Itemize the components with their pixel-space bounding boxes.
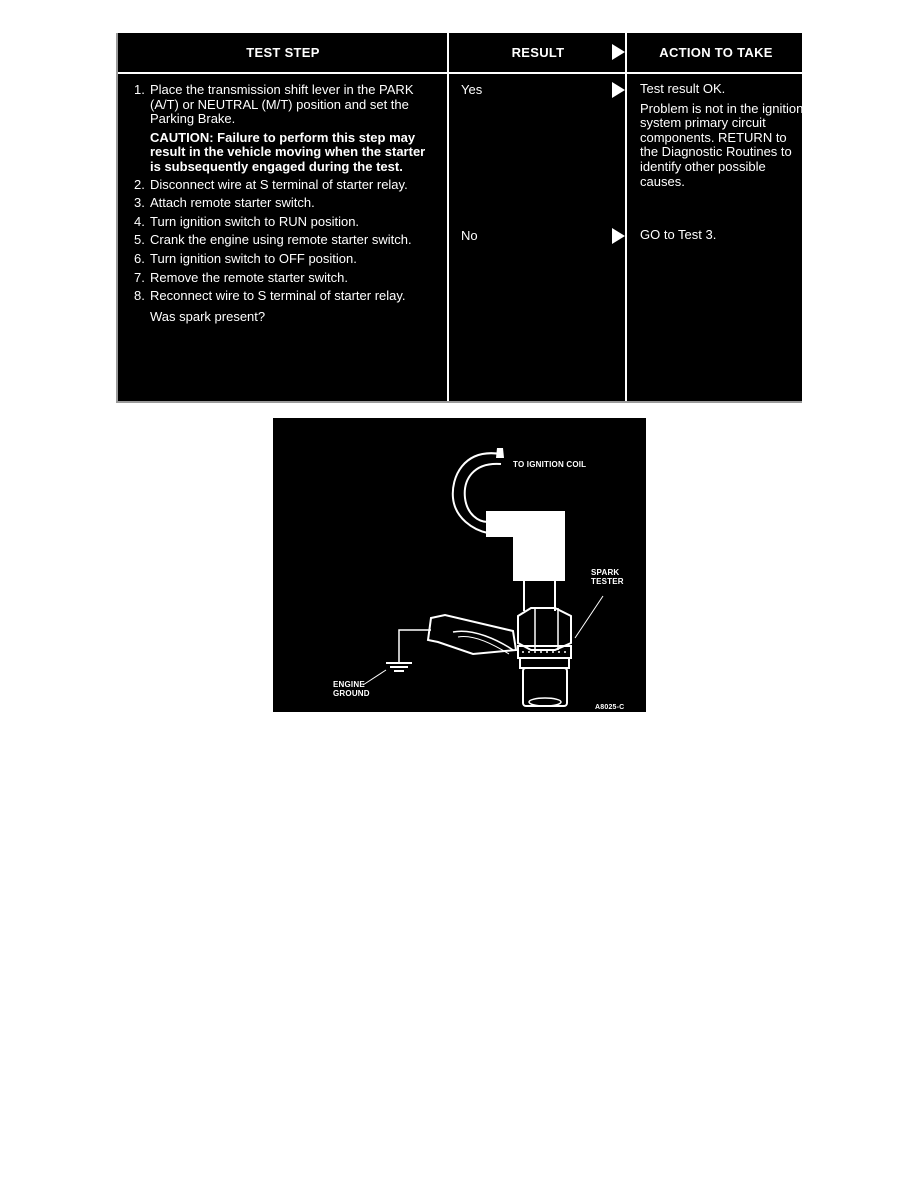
diagnostic-test-table [116,33,802,403]
result-arrow-icon [612,82,625,98]
header-action: ACTION TO TAKE [659,45,773,60]
step-item: 8. Reconnect wire to S terminal of starter relay. [134,288,406,304]
action-no: GO to Test 3. [640,227,717,242]
column-divider [625,33,627,401]
column-divider [447,33,449,401]
result-yes: Yes [461,82,483,97]
label-spark-tester: SPARK TESTER [591,568,624,586]
step-item: 2. Disconnect wire at S terminal of starter relay. [134,176,408,192]
spark-tester-illustration [273,418,646,712]
step-item: 7. Remove the remote starter switch. [134,269,348,285]
spark-tester-diagram [273,418,646,712]
header-result: RESULT [511,45,565,60]
header-arrow-icon [612,44,625,60]
test-question: Was spark present? [150,308,266,324]
step-item: 4. Turn ignition switch to RUN position. [134,213,360,229]
step-item: 1. Place the transmission shift lever in the PARK (A/T) or NEUTRAL (M/T) position and set the Parking Brake. [134,82,414,127]
result-arrow-icon [612,228,625,244]
label-engine-ground: ENGINE GROUND [333,680,370,698]
figure-code: A8025-C [595,704,625,711]
caution-note: CAUTION: Failure to perform this step may result in the vehicle moving when the starter is subsequently engaged during the test. [150,129,426,174]
test-steps-list [134,83,434,324]
action-yes: Test result OK. Problem is not in the ignition system primary circuit components. RETURN to the Diagnostic Routines to identify other possible causes. [640,81,804,189]
table-header [118,33,802,74]
header-test-step: TEST STEP [246,45,320,60]
result-no: No [461,228,478,243]
step-item: 6. Turn ignition switch to OFF position. [134,250,357,266]
step-item: 5. Crank the engine using remote starter switch. [134,232,412,248]
label-to-ignition-coil: TO IGNITION COIL [513,460,587,469]
step-item: 3. Attach remote starter switch. [134,195,315,211]
